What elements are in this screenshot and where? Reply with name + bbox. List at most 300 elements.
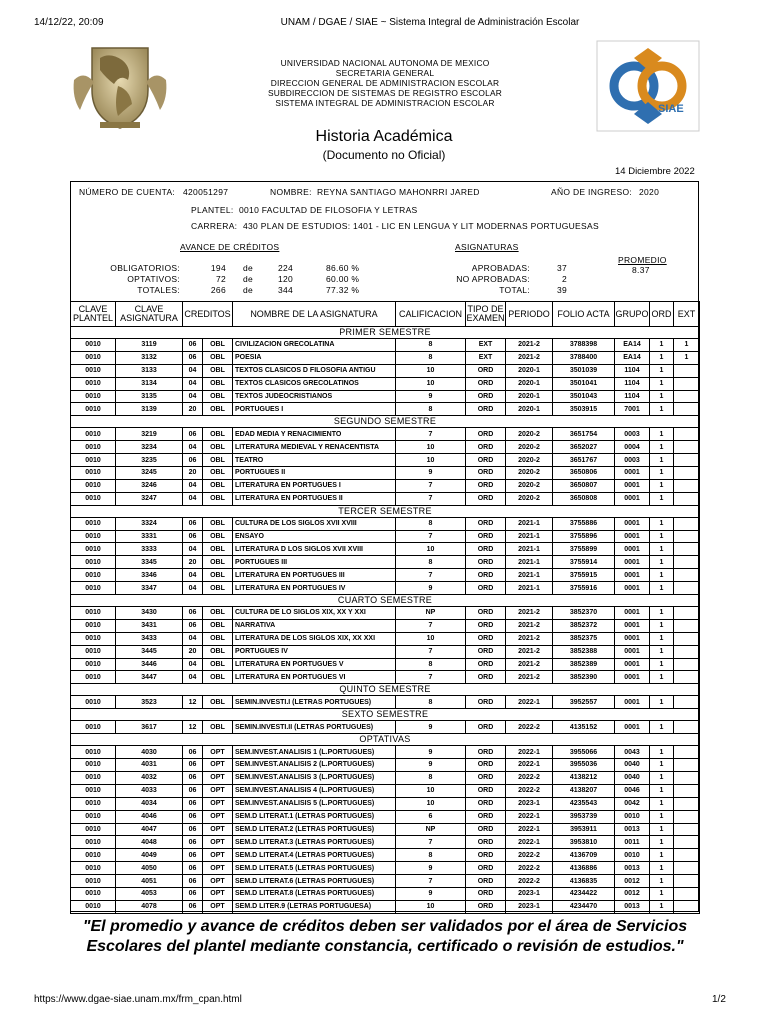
cell-nombre: CIVILIZACION GRECOLATINA: [233, 339, 396, 352]
cell-periodo: 2022-2: [506, 771, 553, 784]
cell-periodo: 2021-1: [506, 543, 553, 556]
cell-grupo: 0001: [615, 607, 650, 620]
header-line: SISTEMA INTEGRAL DE ADMINISTRACION ESCOLAR: [275, 98, 495, 108]
cell-calificacion: 9: [396, 887, 466, 900]
header-calificacion: CALIFICACION: [396, 302, 466, 327]
cell-creditos: 04: [183, 479, 203, 492]
cell-folio-acta: 3952557: [553, 696, 615, 709]
cell-periodo: 2020-1: [506, 390, 553, 403]
cell-ord: 1: [650, 875, 674, 888]
table-row: [71, 582, 700, 595]
cell-periodo: 2022-1: [506, 746, 553, 759]
table-row: [71, 849, 700, 862]
cell-clave-plantel: 0010: [71, 771, 116, 784]
cell-clave-plantel: 0010: [71, 900, 116, 913]
cell-folio-acta: 3852372: [553, 619, 615, 632]
cell-calificacion: 7: [396, 836, 466, 849]
cell-periodo: 2020-2: [506, 467, 553, 480]
cell-calificacion: 8: [396, 771, 466, 784]
cell-clave-asignatura: 3430: [116, 607, 183, 620]
cell-folio-acta: 4234470: [553, 900, 615, 913]
cell-clave-plantel: 0010: [71, 569, 116, 582]
cell-clave-asignatura: 4078: [116, 900, 183, 913]
entry-year: 2020: [639, 187, 660, 197]
cell-caracter: OBL: [203, 582, 233, 595]
cell-nombre: TEXTOS JUDEOCRISTIANOS: [233, 390, 396, 403]
elective-credits-total: 120: [278, 274, 294, 284]
page-subtitle: (Documento no Oficial): [322, 148, 446, 162]
cell-ext: [674, 810, 700, 823]
table-row: [71, 771, 700, 784]
cell-calificacion: 7: [396, 875, 466, 888]
cell-ext: [674, 619, 700, 632]
cell-ord: 1: [650, 632, 674, 645]
cell-caracter: OBL: [203, 619, 233, 632]
career-label: CARRERA:: [191, 221, 238, 231]
table-row: [71, 364, 700, 377]
cell-creditos: 04: [183, 658, 203, 671]
cell-caracter: OPT: [203, 784, 233, 797]
semester-row: [71, 595, 700, 607]
cell-ext: [674, 721, 700, 734]
print-url: https://www.dgae-siae.unam.mx/frm_cpan.html: [34, 994, 242, 1005]
cell-clave-plantel: 0010: [71, 428, 116, 441]
cell-clave-asignatura: 4048: [116, 836, 183, 849]
cell-calificacion: 10: [396, 441, 466, 454]
career-value: 430 PLAN DE ESTUDIOS: 1401 - LIC EN LENGUA Y LIT MODERNAS PORTUGUESAS: [243, 221, 599, 231]
cell-tipo-examen: ORD: [466, 403, 506, 416]
cell-caracter: OBL: [203, 671, 233, 684]
table-row: [71, 441, 700, 454]
cell-nombre: TEXTOS CLASICOS GRECOLATINOS: [233, 377, 396, 390]
cell-nombre: TEATRO: [233, 454, 396, 467]
cell-clave-asignatura: 3445: [116, 645, 183, 658]
cell-clave-plantel: 0010: [71, 390, 116, 403]
cell-periodo: 2022-2: [506, 784, 553, 797]
header-creditos: CREDITOS: [183, 302, 233, 327]
cell-clave-asignatura: 4032: [116, 771, 183, 784]
table-row: [71, 797, 700, 810]
cell-ord: 1: [650, 364, 674, 377]
cell-clave-plantel: 0010: [71, 810, 116, 823]
cell-calificacion: 10: [396, 454, 466, 467]
cell-tipo-examen: ORD: [466, 428, 506, 441]
cell-nombre: LITERATURA EN PORTUGUES III: [233, 569, 396, 582]
cell-tipo-examen: ORD: [466, 632, 506, 645]
cell-caracter: OBL: [203, 645, 233, 658]
cell-clave-asignatura: 3134: [116, 377, 183, 390]
cell-grupo: 0001: [615, 517, 650, 530]
cell-calificacion: 7: [396, 530, 466, 543]
cell-clave-asignatura: 3446: [116, 658, 183, 671]
cell-ext: [674, 517, 700, 530]
mandatory-credits-total: 224: [278, 263, 294, 273]
cell-periodo: 2020-1: [506, 377, 553, 390]
total-credits-label: TOTALES:: [137, 285, 180, 295]
cell-periodo: 2022-2: [506, 875, 553, 888]
cell-tipo-examen: ORD: [466, 543, 506, 556]
cell-folio-acta: 3852389: [553, 658, 615, 671]
cell-tipo-examen: ORD: [466, 619, 506, 632]
header-line: SUBDIRECCION DE SISTEMAS DE REGISTRO ESCOLAR: [267, 88, 503, 98]
cell-ord: 1: [650, 339, 674, 352]
cell-ext: [674, 696, 700, 709]
cell-tipo-examen: ORD: [466, 875, 506, 888]
semester-row: [71, 734, 700, 746]
cell-clave-plantel: 0010: [71, 823, 116, 836]
cell-periodo: 2020-2: [506, 454, 553, 467]
header-nombre-asignatura: NOMBRE DE LA ASIGNATURA: [233, 302, 396, 327]
table-row: [71, 556, 700, 569]
cell-ord: 1: [650, 771, 674, 784]
cell-caracter: OBL: [203, 569, 233, 582]
cell-grupo: 0042: [615, 797, 650, 810]
cell-grupo: EA14: [615, 351, 650, 364]
cell-calificacion: 7: [396, 479, 466, 492]
cell-creditos: 06: [183, 810, 203, 823]
cell-clave-asignatura: 4031: [116, 759, 183, 772]
header-clave-plantel: CLAVE PLANTEL: [71, 302, 116, 327]
cell-caracter: OPT: [203, 797, 233, 810]
cell-clave-asignatura: 3247: [116, 492, 183, 505]
cell-nombre: PORTUGUES II: [233, 467, 396, 480]
cell-ext: 1: [674, 339, 700, 352]
total-credits-value: 266: [210, 285, 226, 295]
header-ext: EXT: [674, 302, 700, 327]
table-row: [71, 390, 700, 403]
cell-ext: [674, 403, 700, 416]
cell-creditos: 06: [183, 900, 203, 913]
cell-ord: 1: [650, 658, 674, 671]
cell-folio-acta: 3651754: [553, 428, 615, 441]
cell-periodo: 2022-1: [506, 810, 553, 823]
cell-ext: [674, 479, 700, 492]
header-folio-acta: FOLIO ACTA: [553, 302, 615, 327]
cell-periodo: 2021-1: [506, 569, 553, 582]
cell-calificacion: 8: [396, 351, 466, 364]
cell-caracter: OBL: [203, 390, 233, 403]
cell-ext: [674, 746, 700, 759]
elective-credits-value: 72: [215, 274, 226, 284]
cell-caracter: OPT: [203, 759, 233, 772]
cell-caracter: OPT: [203, 875, 233, 888]
cell-clave-asignatura: 4050: [116, 862, 183, 875]
grades-table-body: [71, 327, 700, 914]
print-page-count: 1/2: [712, 994, 726, 1005]
cell-grupo: 0001: [615, 671, 650, 684]
elective-credits-pct: 60.00 %: [326, 274, 360, 284]
cell-creditos: 04: [183, 569, 203, 582]
cell-tipo-examen: ORD: [466, 759, 506, 772]
cell-clave-asignatura: 3333: [116, 543, 183, 556]
cell-tipo-examen: ORD: [466, 645, 506, 658]
table-row: [71, 492, 700, 505]
cell-folio-acta: 3755899: [553, 543, 615, 556]
cell-ord: 1: [650, 428, 674, 441]
cell-ext: [674, 849, 700, 862]
cell-clave-asignatura: 3219: [116, 428, 183, 441]
cell-ext: [674, 823, 700, 836]
cell-calificacion: 7: [396, 645, 466, 658]
cell-grupo: 0001: [615, 582, 650, 595]
table-row: [71, 810, 700, 823]
cell-nombre: LITERATURA EN PORTUGUES II: [233, 492, 396, 505]
cell-folio-acta: 3650807: [553, 479, 615, 492]
semester-title: SEXTO SEMESTRE: [71, 709, 700, 721]
cell-ext: [674, 784, 700, 797]
cell-periodo: 2020-2: [506, 492, 553, 505]
cell-periodo: 2021-2: [506, 351, 553, 364]
table-row: [71, 746, 700, 759]
cell-clave-plantel: 0010: [71, 836, 116, 849]
institution-header: [240, 58, 530, 108]
cell-folio-acta: 3955036: [553, 759, 615, 772]
cell-folio-acta: 3788398: [553, 339, 615, 352]
cell-ext: [674, 900, 700, 913]
cell-creditos: 04: [183, 632, 203, 645]
cell-caracter: OBL: [203, 479, 233, 492]
cell-ord: 1: [650, 862, 674, 875]
cell-creditos: 06: [183, 517, 203, 530]
cell-grupo: 0040: [615, 771, 650, 784]
cell-caracter: OBL: [203, 377, 233, 390]
cell-ord: 1: [650, 377, 674, 390]
cell-clave-plantel: 0010: [71, 607, 116, 620]
cell-grupo: 0010: [615, 810, 650, 823]
table-row: [71, 543, 700, 556]
cell-clave-asignatura: 3132: [116, 351, 183, 364]
cell-folio-acta: 3501041: [553, 377, 615, 390]
passed-value: 37: [556, 263, 567, 273]
cell-folio-acta: 4136835: [553, 875, 615, 888]
cell-calificacion: 9: [396, 467, 466, 480]
average-value: 8.37: [632, 265, 650, 275]
semester-title: OPTATIVAS: [71, 734, 700, 746]
cell-tipo-examen: ORD: [466, 823, 506, 836]
elective-credits-de: de: [243, 274, 254, 284]
cell-grupo: 0001: [615, 556, 650, 569]
table-row: [71, 619, 700, 632]
cell-folio-acta: 3650806: [553, 467, 615, 480]
table-row: [71, 632, 700, 645]
cell-creditos: 06: [183, 836, 203, 849]
cell-grupo: EA14: [615, 339, 650, 352]
cell-nombre: SEM.D LITERAT.5 (LETRAS PORTUGUES): [233, 862, 396, 875]
cell-tipo-examen: ORD: [466, 797, 506, 810]
cell-tipo-examen: ORD: [466, 900, 506, 913]
cell-nombre: CULTURA DE LO SIGLOS XIX, XX Y XXI: [233, 607, 396, 620]
total-credits-de: de: [243, 285, 254, 295]
credits-progress-title: AVANCE DE CRÉDITOS: [180, 242, 280, 252]
table-row: [71, 607, 700, 620]
cell-ord: 1: [650, 569, 674, 582]
cell-calificacion: 10: [396, 632, 466, 645]
cell-folio-acta: 4235543: [553, 797, 615, 810]
cell-clave-plantel: 0010: [71, 454, 116, 467]
cell-caracter: OPT: [203, 862, 233, 875]
table-row: [71, 658, 700, 671]
entry-year-label: AÑO DE INGRESO:: [551, 187, 633, 197]
semester-title: CUARTO SEMESTRE: [71, 595, 700, 607]
validation-note: "El promedio y avance de créditos deben ser validados por el área de Servicios Escolares del plantel mediante constancia, certificado o revisión de estudios.": [82, 918, 688, 955]
cell-clave-plantel: 0010: [71, 556, 116, 569]
cell-folio-acta: 3953739: [553, 810, 615, 823]
table-row: [71, 403, 700, 416]
cell-periodo: 2020-2: [506, 479, 553, 492]
cell-tipo-examen: ORD: [466, 849, 506, 862]
table-row: [71, 377, 700, 390]
cell-creditos: 04: [183, 364, 203, 377]
mandatory-credits-pct: 86.60 %: [326, 263, 360, 273]
semester-title: QUINTO SEMESTRE: [71, 684, 700, 696]
cell-calificacion: 8: [396, 403, 466, 416]
mandatory-credits-value: 194: [210, 263, 226, 273]
cell-folio-acta: 3501039: [553, 364, 615, 377]
cell-nombre: NARRATIVA: [233, 619, 396, 632]
cell-periodo: 2021-2: [506, 645, 553, 658]
table-row: [71, 875, 700, 888]
cell-calificacion: 7: [396, 671, 466, 684]
cell-grupo: 0043: [615, 746, 650, 759]
name-label: NOMBRE:: [270, 187, 312, 197]
cell-grupo: 0001: [615, 645, 650, 658]
semester-row: [71, 505, 700, 517]
cell-ext: [674, 862, 700, 875]
cell-creditos: 06: [183, 797, 203, 810]
cell-periodo: 2021-2: [506, 619, 553, 632]
cell-grupo: 0013: [615, 900, 650, 913]
cell-clave-plantel: 0010: [71, 696, 116, 709]
cell-ord: 1: [650, 900, 674, 913]
cell-nombre: LITERATURA EN PORTUGUES IV: [233, 582, 396, 595]
cell-tipo-examen: ORD: [466, 810, 506, 823]
cell-grupo: 0001: [615, 569, 650, 582]
cell-periodo: 2021-2: [506, 632, 553, 645]
semester-row: [71, 709, 700, 721]
table-row: [71, 836, 700, 849]
cell-periodo: 2022-2: [506, 849, 553, 862]
cell-nombre: CULTURA DE LOS SIGLOS XVII XVIII: [233, 517, 396, 530]
cell-caracter: OBL: [203, 556, 233, 569]
cell-creditos: 06: [183, 887, 203, 900]
cell-folio-acta: 3652027: [553, 441, 615, 454]
cell-folio-acta: 3955066: [553, 746, 615, 759]
cell-clave-plantel: 0010: [71, 645, 116, 658]
cell-clave-plantel: 0010: [71, 875, 116, 888]
cell-folio-acta: 3852390: [553, 671, 615, 684]
cell-nombre: PORTUGUES I: [233, 403, 396, 416]
cell-ext: [674, 569, 700, 582]
cell-caracter: OBL: [203, 364, 233, 377]
cell-ext: [674, 530, 700, 543]
cell-nombre: SEM.D LITERAT.4 (LETRAS PORTUGUES): [233, 849, 396, 862]
cell-calificacion: 10: [396, 797, 466, 810]
cell-clave-asignatura: 4051: [116, 875, 183, 888]
header-line: SECRETARIA GENERAL: [335, 68, 435, 78]
cell-periodo: 2020-2: [506, 428, 553, 441]
cell-caracter: OBL: [203, 517, 233, 530]
subjects-title: ASIGNATURAS: [455, 242, 519, 252]
cell-caracter: OPT: [203, 746, 233, 759]
cell-tipo-examen: EXT: [466, 339, 506, 352]
siae-logo-text: SIAE: [658, 103, 684, 115]
cell-grupo: 0012: [615, 887, 650, 900]
cell-creditos: 06: [183, 746, 203, 759]
header-line: UNIVERSIDAD NACIONAL AUTONOMA DE MEXICO: [280, 58, 490, 68]
cell-ext: [674, 797, 700, 810]
campus-value: 0010 FACULTAD DE FILOSOFIA Y LETRAS: [239, 205, 418, 215]
cell-clave-plantel: 0010: [71, 671, 116, 684]
cell-ord: 1: [650, 759, 674, 772]
cell-nombre: SEM.INVEST.ANALISIS 5 (L.PORTUGUES): [233, 797, 396, 810]
cell-ext: [674, 759, 700, 772]
cell-clave-plantel: 0010: [71, 849, 116, 862]
cell-nombre: SEM.INVEST.ANALISIS 1 (L.PORTUGUES): [233, 746, 396, 759]
cell-caracter: OPT: [203, 849, 233, 862]
cell-nombre: LITERATURA D LOS SIGLOS XVII XVIII: [233, 543, 396, 556]
cell-ord: 1: [650, 467, 674, 480]
cell-creditos: 06: [183, 784, 203, 797]
unam-logo: [70, 40, 170, 135]
cell-nombre: POESIA: [233, 351, 396, 364]
cell-folio-acta: 3755916: [553, 582, 615, 595]
semester-title: SEGUNDO SEMESTRE: [71, 416, 700, 428]
cell-calificacion: 7: [396, 619, 466, 632]
cell-periodo: 2023-1: [506, 900, 553, 913]
cell-caracter: OBL: [203, 632, 233, 645]
cell-tipo-examen: ORD: [466, 390, 506, 403]
cell-clave-asignatura: 3135: [116, 390, 183, 403]
cell-clave-asignatura: 4049: [116, 849, 183, 862]
cell-creditos: 04: [183, 671, 203, 684]
table-row: [71, 696, 700, 709]
cell-ext: [674, 364, 700, 377]
cell-nombre: SEM.INVEST.ANALISIS 2 (L.PORTUGUES): [233, 759, 396, 772]
failed-label: NO APROBADAS:: [456, 274, 530, 284]
cell-ord: 1: [650, 810, 674, 823]
cell-grupo: 0001: [615, 721, 650, 734]
cell-periodo: 2021-2: [506, 607, 553, 620]
cell-ord: 1: [650, 492, 674, 505]
cell-clave-asignatura: 3331: [116, 530, 183, 543]
cell-clave-plantel: 0010: [71, 543, 116, 556]
cell-folio-acta: 3788400: [553, 351, 615, 364]
cell-calificacion: 10: [396, 900, 466, 913]
cell-folio-acta: 3852388: [553, 645, 615, 658]
cell-grupo: 0001: [615, 543, 650, 556]
cell-ord: 1: [650, 849, 674, 862]
cell-ext: [674, 556, 700, 569]
cell-grupo: 0010: [615, 849, 650, 862]
cell-creditos: 06: [183, 428, 203, 441]
cell-nombre: LITERATURA MEDIEVAL Y RENACENTISTA: [233, 441, 396, 454]
cell-ext: [674, 492, 700, 505]
cell-ext: [674, 771, 700, 784]
print-datetime: 14/12/22, 20:09: [34, 17, 104, 28]
cell-creditos: 06: [183, 454, 203, 467]
cell-creditos: 20: [183, 645, 203, 658]
cell-periodo: 2020-1: [506, 364, 553, 377]
table-row: [71, 784, 700, 797]
student-name: REYNA SANTIAGO MAHONRRI JARED: [317, 187, 480, 197]
cell-clave-asignatura: 4033: [116, 784, 183, 797]
cell-creditos: 06: [183, 339, 203, 352]
cell-nombre: LITERATURA EN PORTUGUES I: [233, 479, 396, 492]
cell-periodo: 2021-1: [506, 530, 553, 543]
campus-label: PLANTEL:: [191, 205, 234, 215]
cell-calificacion: 9: [396, 721, 466, 734]
cell-folio-acta: 4135152: [553, 721, 615, 734]
